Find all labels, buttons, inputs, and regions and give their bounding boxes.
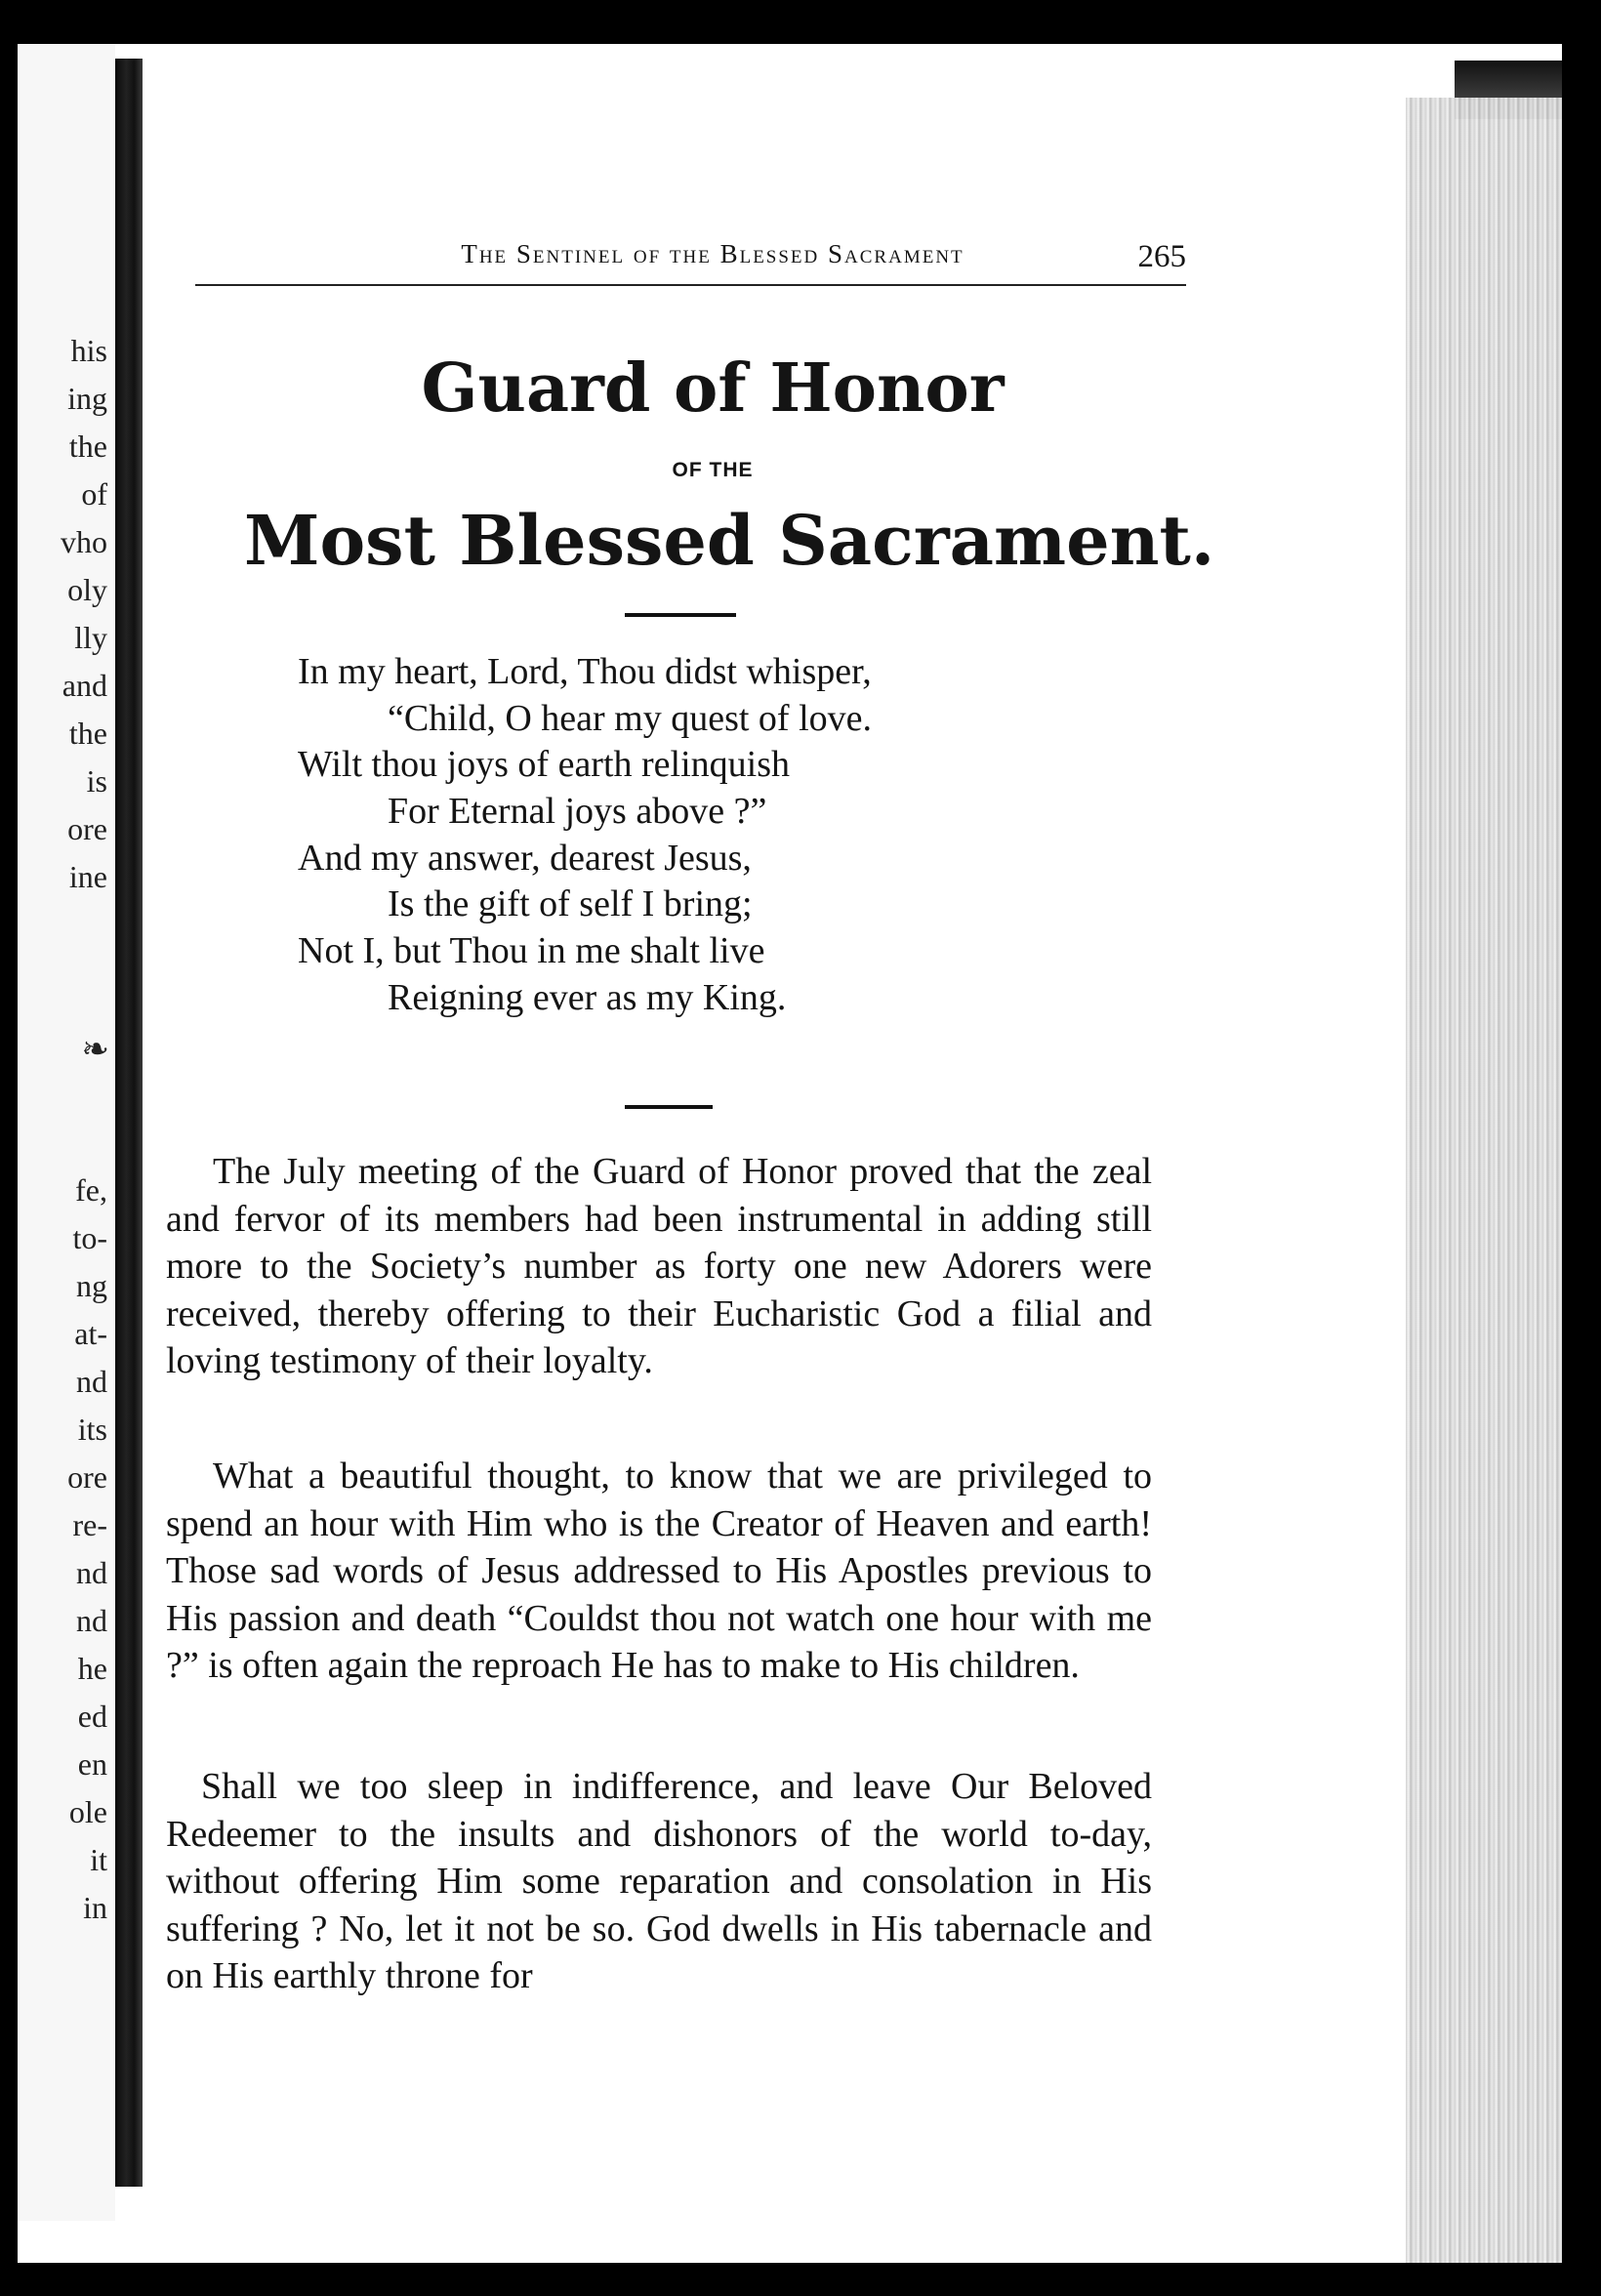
facing-word: the [68,429,107,464]
poem [298,649,1079,1022]
facing-page [18,44,115,2221]
facing-page-ornament-icon: ❧ [81,1032,109,1068]
header-rule [195,284,1186,286]
facing-word: to- [72,1220,107,1255]
paragraph: What a beautiful thought, to know that we are privileged to spend an hour with Him who is the Creator of Heaven and earth! Those sad words of Jesus addressed to His Apostles previous to His passion and death “Couldst thou not watch one hour with me ?” is often again the reproach He has to make to His children. [166,1456,1152,1686]
book-gutter [115,59,143,2187]
poem-line: “Child, O hear my quest of love. [388,697,873,739]
scan-border-left [0,0,18,2296]
facing-word: en [77,1746,107,1782]
facing-word: nd [76,1603,107,1638]
page-edges [1406,98,1562,2263]
running-head [195,239,1186,298]
paragraph: Shall we too sleep in indifference, and leave Our Beloved Redeemer to the insults and dishonors of the world to-day, without offering Him some reparation and consolation in His suffering ? No, let it not be so. God dwells in His tabernacle and on His earthly throne for [166,1766,1152,1996]
facing-word: vho [61,524,107,559]
poem-line: Wilt thou joys of earth relinquish [298,744,791,786]
heading-line-1: Guard of Honor [421,349,1005,428]
facing-page-lower-text [67,1167,107,1932]
facing-word: nd [76,1364,107,1399]
facing-word: of [81,476,107,512]
facing-word: its [77,1412,107,1447]
running-title: The Sentinel of the Blessed Sacrament [461,239,965,268]
facing-word: at- [74,1316,107,1351]
divider-rule-bottom [625,1105,713,1109]
facing-word: ing [67,381,107,416]
facing-word: ng [76,1268,107,1303]
poem-line: For Eternal joys above ?” [388,791,767,833]
facing-word: he [77,1651,107,1686]
divider-rule-top [625,613,736,617]
facing-page-upper-text [61,327,107,901]
poem-line: In my heart, Lord, Thou didst whisper, [298,651,872,692]
facing-word: it [90,1842,107,1877]
facing-word: ole [68,1794,107,1829]
heading-line-2: Most Blessed Sacrament. [244,500,1215,581]
poem-line: And my answer, dearest Jesus, [298,837,752,879]
facing-word: ore [67,811,107,846]
facing-word: ore [67,1459,107,1495]
scan-border-top [0,0,1601,44]
facing-word: nd [76,1555,107,1590]
heading-of-the: OF THE [672,459,754,481]
facing-word: oly [67,572,107,607]
facing-word: ed [77,1699,107,1734]
facing-word: is [86,763,107,799]
page-number: 265 [1137,239,1186,274]
facing-word: re- [72,1507,107,1542]
paragraph: The July meeting of the Guard of Honor proved that the zeal and fervor of its members had been instrumental in adding still more to the Society’s number as forty one new Adorers were received, thereby offering to their Eucharistic God a filial and loving testimony of their loyalty. [166,1151,1152,1381]
facing-word: fe, [75,1172,107,1208]
facing-word: his [70,333,107,368]
scan-border-right [1562,0,1601,2296]
facing-word: and [62,668,107,703]
facing-word: ine [68,859,107,894]
facing-word: the [68,716,107,751]
poem-line: Is the gift of self I bring; [388,883,753,925]
facing-word: in [83,1890,107,1925]
scan-border-bottom [0,2263,1601,2296]
facing-word: lly [74,620,107,655]
poem-line: Reigning ever as my King. [388,976,787,1018]
poem-line: Not I, but Thou in me shalt live [298,930,765,972]
